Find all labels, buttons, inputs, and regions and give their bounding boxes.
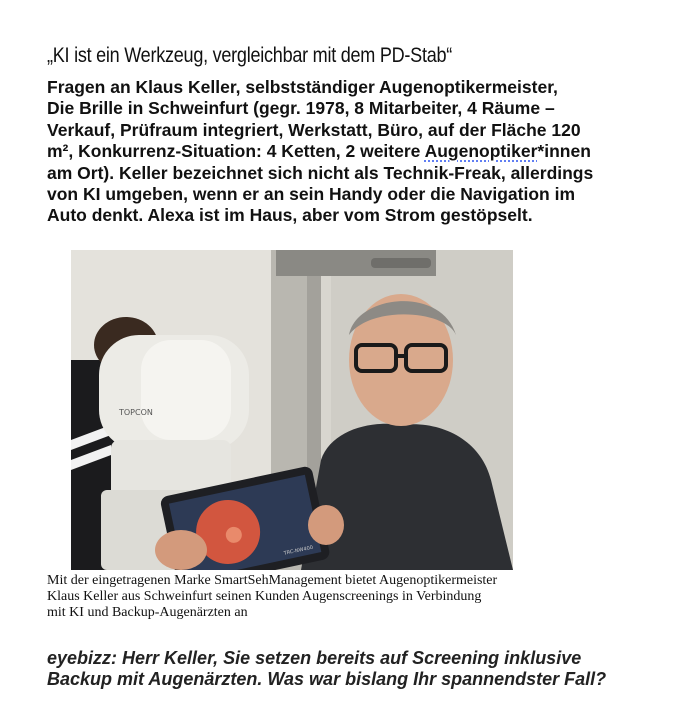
photo-illustration [71,250,513,570]
intro-line: Verkauf, Prüfraum integriert, Werkstatt, Büro, auf der Fläche 120 [47,119,581,140]
question-line: eyebizz: Herr Keller, Sie setzen bereits auf Screening inklusive [47,648,582,668]
intro-paragraph [47,77,647,227]
intro-line: Die Brille in Schweinfurt (gegr. 1978, 8 Mitarbeiter, 4 Räume – [47,98,555,119]
device-label: TRC-NW400 [283,544,314,557]
caption-line: mit KI und Backup-Augenärzten an [47,605,248,620]
intro-line: Auto denkt. Alexa ist im Haus, aber vom Strom gestöpselt. [47,205,533,226]
article-photo [71,250,513,570]
photo-caption [47,573,607,621]
caption-line: Mit der eingetragenen Marke SmartSehManagement bietet Augenoptikermeister [47,573,498,588]
intro-line: Fragen an Klaus Keller, selbstständiger Augenoptikermeister, [47,77,558,97]
spellcheck-word[interactable]: Augenoptiker [424,141,538,162]
caption-line: Klaus Keller aus Schweinfurt seinen Kunden Augenscreenings in Verbindung [47,589,482,604]
question-line: Backup mit Augenärzten. Was war bislang Ihr spannendster Fall? [47,669,607,689]
intro-line: von KI umgeben, wenn er an sein Handy oder die Navigation im [47,184,576,205]
intro-line: am Ort). Keller bezeichnet sich nicht als Technik-Freak, allerdings [47,162,594,183]
interview-question [47,648,657,690]
intro-segment: m², Konkurrenz-Situation: 4 Ketten, 2 weitere [47,141,425,162]
intro-line [47,141,647,162]
device-brand: TOPCON [119,408,153,417]
article-title: „KI ist ein Werkzeug, vergleichbar mit dem PD-Stab“ [47,44,453,68]
intro-segment: *innen [537,141,591,162]
